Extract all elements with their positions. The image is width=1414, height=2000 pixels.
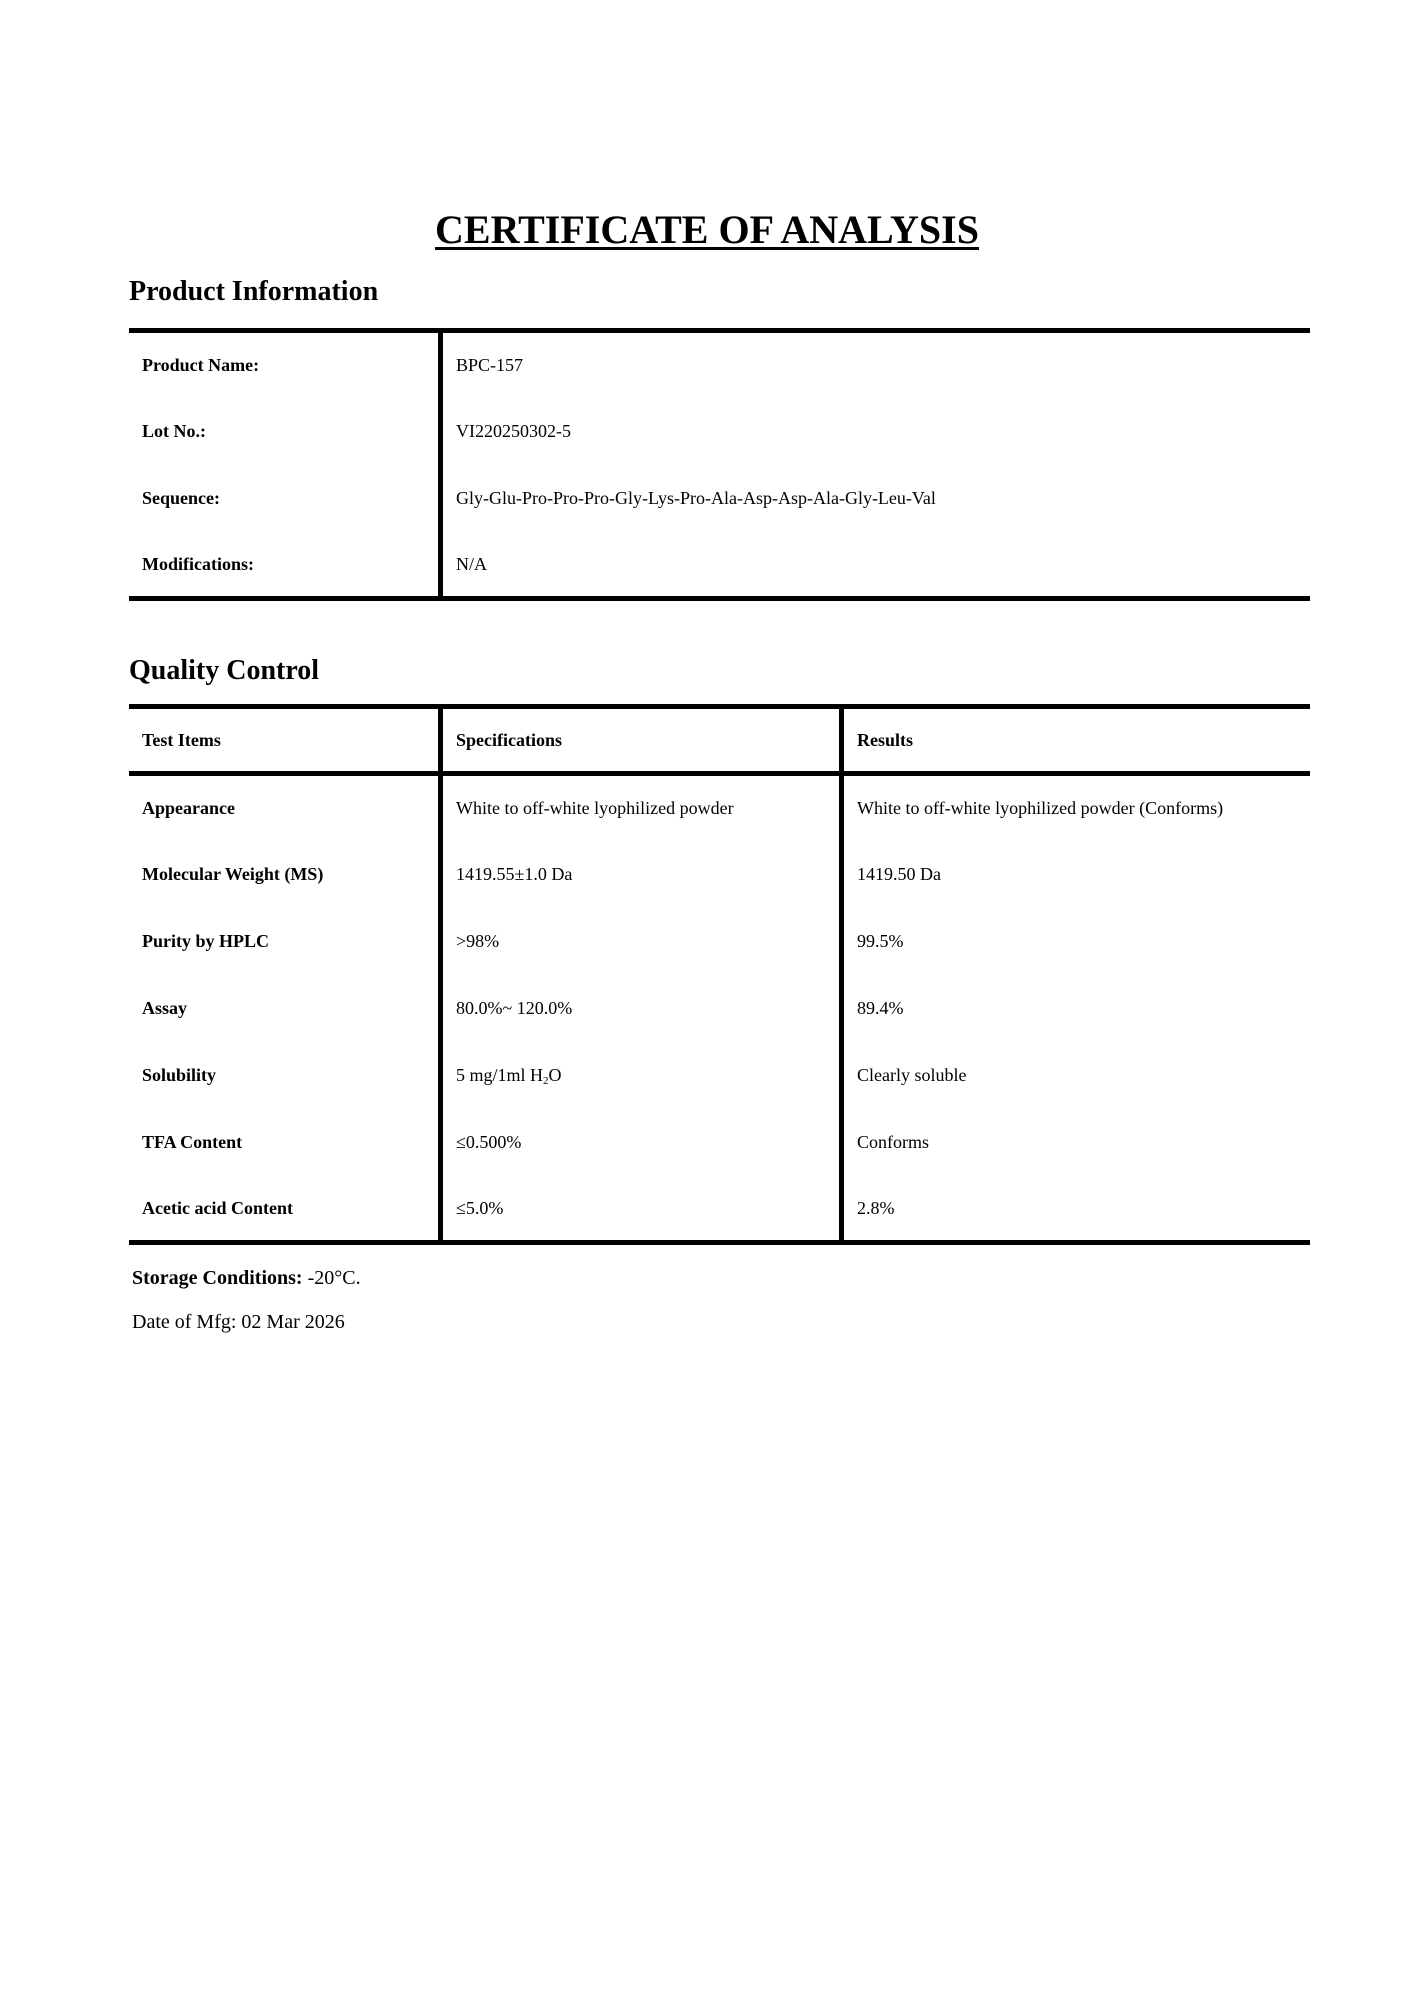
table-row xyxy=(129,532,1310,599)
table-row xyxy=(129,1042,1310,1109)
test-item-cell: TFA Content xyxy=(129,1109,441,1176)
storage-conditions xyxy=(132,1265,361,1291)
table-row xyxy=(129,1176,1310,1243)
product-information-heading: Product Information xyxy=(129,276,379,307)
specification-text: 5 mg/1ml H xyxy=(456,1065,544,1085)
specification-cell: 1419.55±1.0 Da xyxy=(441,841,842,908)
column-header-test-items: Test Items xyxy=(129,707,441,774)
table-row xyxy=(129,975,1310,1042)
product-name-label: Product Name: xyxy=(129,331,441,398)
specification-cell: White to off-white lyophilized powder xyxy=(441,774,842,841)
result-cell: Clearly soluble xyxy=(857,1065,967,1085)
result-cell: Conforms xyxy=(857,1132,929,1152)
manufacture-date xyxy=(132,1309,345,1335)
result-cell: 99.5% xyxy=(857,931,904,951)
table-row xyxy=(129,841,1310,908)
quality-control-heading: Quality Control xyxy=(129,655,320,686)
specification-text: O xyxy=(548,1065,562,1085)
test-item-cell: Acetic acid Content xyxy=(129,1176,441,1243)
test-item-cell: Appearance xyxy=(129,774,441,841)
table-row xyxy=(129,908,1310,975)
lot-number-label: Lot No.: xyxy=(129,398,441,465)
table-row xyxy=(129,1109,1310,1176)
quality-control-table xyxy=(129,704,1310,1245)
modifications-label: Modifications: xyxy=(129,532,441,599)
table-row xyxy=(129,465,1310,532)
modifications-value: N/A xyxy=(456,553,487,574)
test-item-cell: Solubility xyxy=(129,1042,441,1109)
result-cell: 2.8% xyxy=(857,1197,895,1218)
subscript-text: 2 xyxy=(543,1075,549,1087)
manufacture-date-label: Date of Mfg: xyxy=(132,1311,237,1333)
specification-cell: 80.0%~ 120.0% xyxy=(441,975,842,1042)
table-row xyxy=(129,774,1310,841)
lot-number-value: VI220250302-5 xyxy=(456,421,571,441)
table-row xyxy=(129,331,1310,398)
test-item-cell: Assay xyxy=(129,975,441,1042)
product-information-table xyxy=(129,328,1310,601)
result-cell: 89.4% xyxy=(857,998,904,1018)
product-name-value: BPC-157 xyxy=(456,355,524,376)
storage-conditions-value: -20°C. xyxy=(302,1267,361,1289)
manufacture-date-value: 02 Mar 2026 xyxy=(236,1311,345,1333)
sequence-label: Sequence: xyxy=(129,465,441,532)
result-cell: 1419.50 Da xyxy=(857,864,941,884)
specification-cell xyxy=(441,1042,842,1109)
sequence-value: Gly-Glu-Pro-Pro-Pro-Gly-Lys-Pro-Ala-Asp-Asp-Ala-Gly-Leu-Val xyxy=(456,488,936,508)
test-item-cell: Molecular Weight (MS) xyxy=(129,841,441,908)
table-header-row xyxy=(129,707,1310,774)
column-header-specifications: Specifications xyxy=(441,707,842,774)
specification-cell: ≤0.500% xyxy=(441,1109,842,1176)
result-cell: White to off-white lyophilized powder (Conforms) xyxy=(857,798,1224,819)
storage-conditions-label: Storage Conditions: xyxy=(132,1267,303,1289)
document-title: CERTIFICATE OF ANALYSIS xyxy=(435,207,979,252)
specification-cell: ≤5.0% xyxy=(441,1176,842,1243)
specification-cell: >98% xyxy=(441,908,842,975)
table-row xyxy=(129,398,1310,465)
test-item-cell: Purity by HPLC xyxy=(129,908,441,975)
column-header-results: Results xyxy=(842,707,1311,774)
